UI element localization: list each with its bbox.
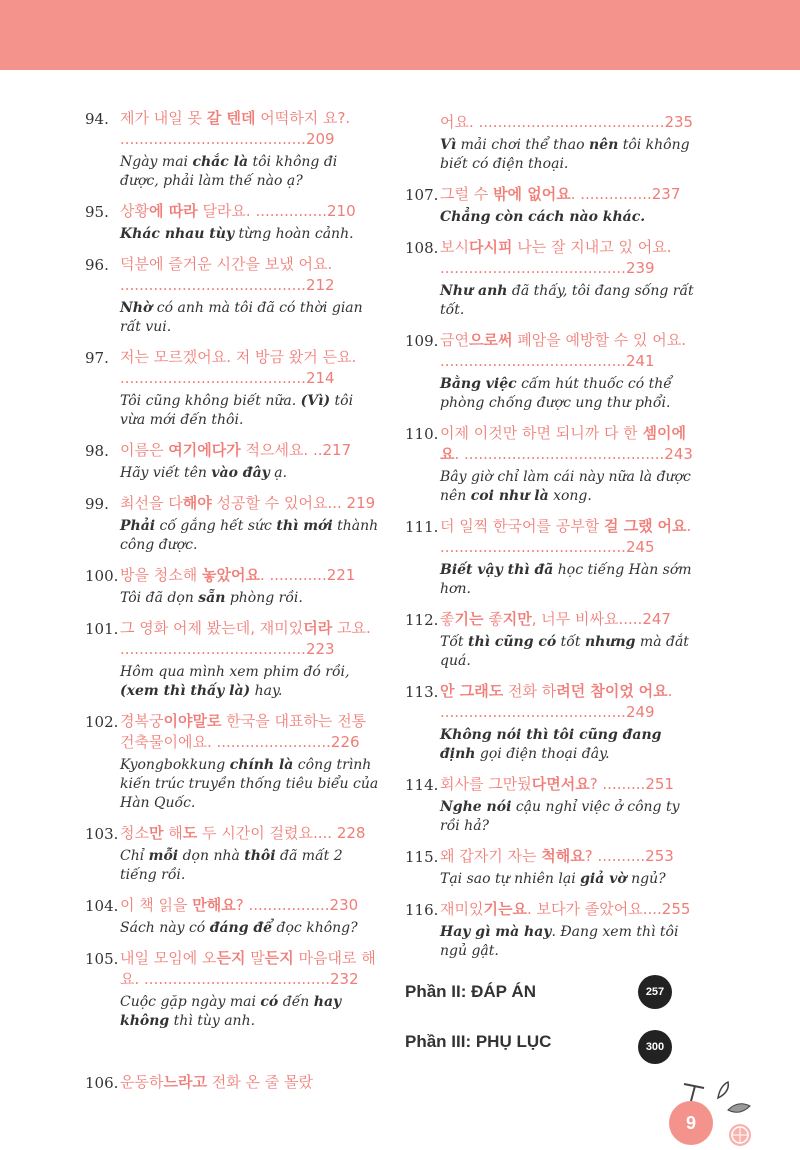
vietnamese-translation: Bằng việc cấm hút thuốc có thể phòng chống được ung thư phổi.	[440, 376, 672, 411]
entry-number: 116.	[405, 901, 439, 919]
entry-number: 105.	[85, 950, 119, 968]
vietnamese-translation: Chỉ mỗi dọn nhà thôi đã mất 2 tiếng rồi.	[120, 848, 343, 883]
korean-sentence: 최선을 다해야 성공할 수 있어요... 219	[120, 494, 376, 512]
part3-page-badge[interactable]: 300	[638, 1030, 672, 1064]
vietnamese-translation: Khác nhau tùy từng hoàn cảnh.	[120, 226, 354, 242]
entry-number: 97.	[85, 349, 109, 367]
entry	[400, 112, 700, 174]
korean-sentence: 운동하느라고 전화 온 줄 몰랐	[120, 1073, 313, 1091]
part3-title[interactable]: Phần III: PHỤ LỤC	[405, 1032, 552, 1051]
korean-sentence: 그럴 수 밖에 없어요. ...............237	[440, 185, 681, 203]
entry-number: 100.	[85, 567, 119, 585]
korean-sentence: 재미있기는요. 보다가 졸았어요....255	[440, 900, 691, 918]
korean-sentence: 경복궁이야말로 한국을 대표하는 전통 건축물이에요. ........................226	[120, 712, 367, 751]
wavy-edge	[0, 0, 800, 80]
korean-sentence: 상황에 따라 달라요. ...............210	[120, 202, 356, 220]
vietnamese-translation: Nghe nói cậu nghỉ việc ở công ty rồi hả?	[440, 799, 680, 834]
entry	[80, 201, 380, 244]
entry-number: 102.	[85, 713, 119, 731]
korean-sentence: 이름은 여기에다가 적으세요. ..217	[120, 441, 352, 459]
korean-sentence: 방을 청소해 놓았어요. ............221	[120, 566, 356, 584]
korean-sentence: 좋기는 좋지만, 너무 비싸요.....247	[440, 610, 671, 628]
entry-number: 94.	[85, 110, 109, 128]
vietnamese-translation: Tốt thì cũng có tốt nhưng mà đắt quá.	[440, 634, 689, 669]
korean-sentence: 안 그래도 전화 하려던 참이었 어요. .......................................249	[440, 682, 673, 721]
vietnamese-translation: Hay gì mà hay. Đang xem thì tôi ngủ gật.	[440, 924, 679, 959]
entry	[80, 440, 380, 483]
korean-sentence: 보시다시피 나는 잘 지내고 있 어요. .......................................239	[440, 238, 672, 277]
entry	[400, 330, 700, 413]
vietnamese-translation: Kyongbokkung chính là công trình kiến trúc truyền thống tiêu biểu của Hàn Quốc.	[120, 757, 379, 811]
entry	[80, 711, 380, 813]
entry-number: 101.	[85, 620, 119, 638]
entry-number: 109.	[405, 332, 439, 350]
entry	[80, 347, 380, 430]
entry	[80, 618, 380, 701]
entry	[80, 895, 380, 938]
vietnamese-translation: Như anh đã thấy, tôi đang sống rất tốt.	[440, 283, 694, 318]
vietnamese-translation: Chẳng còn cách nào khác.	[440, 209, 646, 225]
entry	[80, 565, 380, 608]
vietnamese-translation: Tôi đã dọn sẵn phòng rồi.	[120, 590, 303, 606]
korean-sentence: 제가 내일 못 갈 텐데 어떡하지 요?. .......................................209	[120, 109, 351, 148]
korean-sentence: 저는 모르겠어요. 저 방금 왔거 든요. .......................................214	[120, 348, 357, 387]
vietnamese-translation: Tôi cũng không biết nữa. (Vì) tôi vừa mới đến thôi.	[120, 393, 354, 428]
korean-sentence: 어요. .......................................235	[440, 113, 694, 131]
vietnamese-translation: Hôm qua mình xem phim đó rồi, (xem thì thấy là) hay.	[120, 664, 350, 699]
entry-106	[80, 1072, 420, 1093]
vietnamese-translation: Vì mải chơi thể thao nên tôi không biết có điện thoại.	[440, 137, 690, 172]
vietnamese-translation: Không nói thì tôi cũng đang định gọi điện thoại đây.	[440, 727, 662, 762]
entry	[400, 237, 700, 320]
entry	[400, 609, 700, 671]
entry-number: 95.	[85, 203, 109, 221]
entry-number: 110.	[405, 425, 439, 443]
korean-sentence: 그 영화 어제 봤는데, 재미있더라 고요. .......................................223	[120, 619, 371, 658]
header-banner	[0, 0, 800, 70]
korean-sentence: 왜 갑자기 자는 척해요? ..........253	[440, 847, 674, 865]
korean-sentence: 회사를 그만뒀다면서요? .........251	[440, 775, 674, 793]
vietnamese-translation: Cuộc gặp ngày mai có đến hay không thì tùy anh.	[120, 994, 342, 1029]
korean-sentence: 이제 이것만 하면 되니까 다 한 셈이에 요. ..........................................243	[440, 424, 693, 463]
entry-number: 111.	[405, 518, 439, 536]
page-number: 9	[685, 1112, 696, 1133]
entry	[80, 254, 380, 337]
entry	[400, 899, 700, 961]
entry	[400, 681, 700, 764]
entry-number: 108.	[405, 239, 439, 257]
korean-sentence: 금연으로써 폐암을 예방할 수 있 어요. .......................................241	[440, 331, 686, 370]
korean-sentence: 더 일찍 한국어를 공부할 걸 그랬 어요. .......................................245	[440, 517, 692, 556]
part2-page-badge[interactable]: 257	[638, 975, 672, 1009]
entry-number: 106.	[85, 1074, 119, 1092]
entry	[400, 846, 700, 889]
vietnamese-translation: Phải cố gắng hết sức thì mới thành công được.	[120, 518, 379, 553]
entry-number: 112.	[405, 611, 439, 629]
entry	[400, 516, 700, 599]
entry-number: 113.	[405, 683, 439, 701]
right-column	[400, 112, 700, 971]
entry	[400, 774, 700, 836]
left-column	[80, 108, 380, 1041]
vietnamese-translation: Sách này có đáng để đọc không?	[120, 920, 358, 936]
entry	[80, 108, 380, 191]
vietnamese-translation: Ngày mai chắc là tôi không đi được, phải làm thế nào ạ?	[120, 154, 338, 189]
entry	[80, 493, 380, 555]
vietnamese-translation: Hãy viết tên vào đây ạ.	[120, 465, 288, 481]
part2-title[interactable]: Phần II: ĐÁP ÁN	[405, 982, 536, 1001]
entry-number: 114.	[405, 776, 439, 794]
korean-sentence: 이 책 읽을 만해요? .................230	[120, 896, 359, 914]
entry-number: 107.	[405, 186, 439, 204]
vietnamese-translation: Nhờ có anh mà tôi đã có thời gian rất vui.	[120, 300, 363, 335]
entry-number: 104.	[85, 897, 119, 915]
vietnamese-translation: Bây giờ chỉ làm cái này nữa là được nên coi như là xong.	[440, 469, 691, 504]
korean-sentence: 내일 모임에 오든지 말든지 마음대로 해요. .......................................232	[120, 949, 376, 988]
entry-number: 103.	[85, 825, 119, 843]
entry-number: 99.	[85, 495, 109, 513]
korean-sentence: 청소만 해도 두 시간이 걸렸요.... 228	[120, 824, 366, 842]
entry	[400, 184, 700, 227]
entry	[80, 948, 380, 1031]
vietnamese-translation: Biết vậy thì đã học tiếng Hàn sớm hơn.	[440, 562, 692, 597]
entry	[400, 423, 700, 506]
korean-sentence: 덕분에 즐거운 시간을 보냈 어요. .......................................212	[120, 255, 335, 294]
vietnamese-translation: Tại sao tự nhiên lại giả vờ ngủ?	[440, 871, 666, 887]
entry-number: 98.	[85, 442, 109, 460]
entry-number: 115.	[405, 848, 439, 866]
entry-number: 96.	[85, 256, 109, 274]
entry	[80, 823, 380, 885]
